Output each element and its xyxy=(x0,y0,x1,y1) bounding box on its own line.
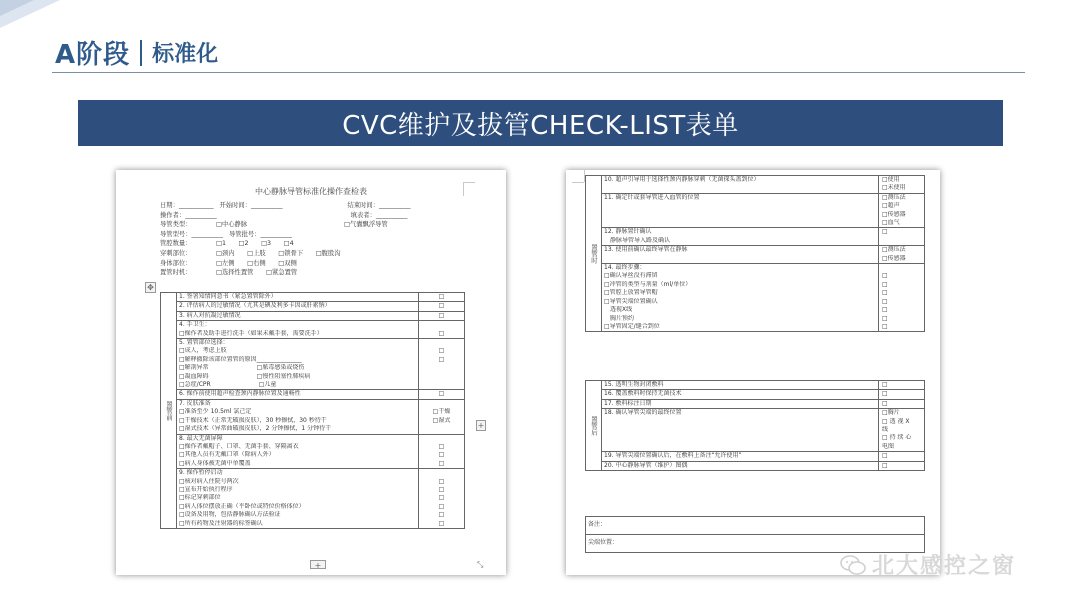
left-document xyxy=(116,170,506,575)
checkbox[interactable]: □ 持 续 心 xyxy=(882,434,912,442)
checklist-item xyxy=(177,302,419,311)
left-checklist-table xyxy=(160,292,465,529)
checkbox[interactable]: □ xyxy=(438,390,445,398)
checklist-item xyxy=(177,293,419,302)
field-text: 填表者：__________ xyxy=(350,211,408,219)
wechat-icon xyxy=(840,554,866,576)
checkbox-cell[interactable] xyxy=(879,399,925,408)
resize-icon[interactable]: ⤡ xyxy=(477,560,484,569)
field-text: 穿刺部位： xyxy=(160,249,192,257)
checkbox-cell[interactable] xyxy=(879,246,925,264)
item-line: 13. 使用前确认最终导管在静脉 xyxy=(604,246,688,254)
item-line: 3. 病人对抗凝过敏情况 xyxy=(179,311,241,319)
field-row xyxy=(160,249,490,259)
field-row xyxy=(160,239,490,249)
checklist-row xyxy=(586,176,925,194)
checkbox[interactable]: □传感器 xyxy=(882,210,906,218)
title-rule xyxy=(52,72,1025,73)
item-line: □解释撤除该部位置管的原因_______________ xyxy=(179,355,302,363)
item-line: □干燥技术（正常无破损皮肤），30 秒擦拭，30 秒待干 xyxy=(179,416,327,424)
checkbox[interactable]: □ xyxy=(438,311,445,319)
item-line: 7. 皮肤准备 xyxy=(179,399,211,407)
item-line: 19. 导管尖端位置确认后，在敷料上备注“允许使用” xyxy=(604,452,742,460)
field-text: 导管型号：__________ xyxy=(160,230,223,238)
field-text: 置管时机： xyxy=(160,269,192,277)
checklist-item xyxy=(602,390,879,399)
checkbox[interactable]: □胸片 xyxy=(882,409,900,417)
item-line: 18. 确认导管尖端的最终位置 xyxy=(604,409,682,417)
checklist-row xyxy=(586,264,925,332)
checkbox[interactable]: □ xyxy=(438,502,445,510)
item-line: □其他人员有无戴口罩（除病人外） xyxy=(179,451,275,459)
during-checklist-table xyxy=(585,175,925,332)
checklist-row xyxy=(586,452,925,461)
checkbox-cell[interactable] xyxy=(879,228,925,246)
item-line: □病人身体被无菌中单覆盖 xyxy=(179,459,251,467)
checklist-item xyxy=(177,311,419,320)
checklist-row xyxy=(586,193,925,228)
item-line: □准备至少 10.5ml 氯己定 xyxy=(179,408,252,416)
field-text: 导管类型： xyxy=(160,221,192,229)
checklist-item xyxy=(177,390,419,399)
item-line: 16. 覆盖敷料时保持无菌技术 xyxy=(604,390,682,398)
checkbox-cell[interactable] xyxy=(879,452,925,461)
remarks-label: 备注： xyxy=(586,517,925,535)
checklist-row xyxy=(586,409,925,452)
checkbox[interactable]: □ xyxy=(882,314,888,322)
checkbox[interactable]: □ xyxy=(438,511,445,519)
checkbox[interactable] xyxy=(421,339,462,347)
checkbox[interactable]: □ xyxy=(882,228,888,236)
checklist-item xyxy=(602,399,879,408)
item-line: 17. 敷料标注日期 xyxy=(604,399,652,407)
phase-label: 置管时 xyxy=(586,176,602,332)
field-text: 身体部位： xyxy=(160,259,192,267)
checkbox[interactable] xyxy=(421,381,462,389)
checkbox[interactable]: □ 透 视 X xyxy=(882,417,910,425)
checkbox-cell[interactable] xyxy=(879,461,925,470)
checkbox[interactable]: □ xyxy=(882,297,888,305)
item-line: 2. 评估病人的过敏情况（尤其是碘及利多卡因或肝素钠） xyxy=(179,302,331,310)
checkbox[interactable]: □ xyxy=(438,355,445,363)
table-move-handle[interactable]: ✥ xyxy=(145,282,156,293)
checkbox[interactable]: □ xyxy=(438,293,445,300)
checkbox-cell[interactable] xyxy=(879,390,925,399)
checkbox[interactable]: □ xyxy=(438,347,445,355)
item-line: 20. 中心静脉导管（维护）图偶 xyxy=(604,461,688,469)
checkbox-cell[interactable] xyxy=(879,409,925,452)
field-row xyxy=(160,230,490,240)
item-line: 10. 超声引导用于选择性颈内静脉穿刺（无菌探头盖到位） xyxy=(604,176,760,183)
checkbox-cell[interactable] xyxy=(419,469,465,529)
checklist-item xyxy=(602,246,879,264)
item-line: □宣布开始执行程序 xyxy=(179,485,233,493)
table-add-row-handle[interactable]: + xyxy=(310,560,326,569)
item-line: □设备及用物，包括静脉确认方法验证 xyxy=(179,511,281,519)
checklist-row xyxy=(161,311,465,320)
corner-decoration xyxy=(0,0,60,40)
checkbox[interactable]: □ xyxy=(438,329,445,337)
remarks-table xyxy=(585,516,925,553)
field-text xyxy=(223,211,351,221)
checkbox[interactable]: □ xyxy=(882,306,888,314)
field-row xyxy=(160,259,490,269)
field-text: 日期：___________ xyxy=(160,202,214,209)
checklist-item xyxy=(177,321,419,339)
checkbox[interactable]: □ xyxy=(882,280,888,288)
checkbox[interactable]: □ xyxy=(882,461,888,469)
item-line: □病人体位摆放正确（平卧位或特位价格体位） xyxy=(179,502,305,510)
checkbox[interactable]: □ xyxy=(882,322,888,330)
phase-label: 置管前 xyxy=(161,293,177,529)
checklist-row xyxy=(586,399,925,408)
field-text: □气囊飘浮导管 xyxy=(344,221,388,229)
slide-title xyxy=(55,34,218,71)
checkbox-cell[interactable] xyxy=(419,390,465,399)
field-text: 管腔数量： xyxy=(160,240,192,248)
watermark xyxy=(840,549,1016,580)
checklist-item xyxy=(602,409,879,452)
checkbox[interactable] xyxy=(882,237,922,245)
checkbox-cell[interactable] xyxy=(879,264,925,332)
checklist-item xyxy=(177,339,419,390)
header-fields xyxy=(160,201,490,278)
checkbox[interactable] xyxy=(421,373,462,381)
checkbox[interactable]: □ xyxy=(438,519,445,527)
item-line: □操作者戴帽子、口罩、无菌手套、穿隔离衣 xyxy=(179,442,299,450)
checklist-row xyxy=(161,339,465,390)
field-text: 导管批号：__________ xyxy=(228,230,292,238)
field-text xyxy=(344,268,444,278)
left-doc-title: 中心静脉导管标准化操作查检表 xyxy=(255,187,367,196)
checkbox-cell[interactable] xyxy=(419,434,465,469)
item-line: 15. 透明生物封闭敷料 xyxy=(604,381,664,388)
field-text: 操作者：__________ xyxy=(160,211,217,219)
checkbox[interactable]: □干燥 xyxy=(432,408,451,416)
title-sub: 标准化 xyxy=(152,42,219,67)
item-line: 9. 操作暂停启动 xyxy=(179,469,223,477)
checkbox[interactable] xyxy=(882,264,922,272)
checkbox[interactable]: □ xyxy=(882,390,888,398)
checkbox[interactable] xyxy=(421,364,462,372)
checkbox[interactable]: □超声 xyxy=(882,202,900,210)
item-line: 8. 最大无菌屏障 xyxy=(179,434,223,442)
field-text: 开始时间：__________ xyxy=(219,202,283,209)
item-line: □湿式技术（异常曲破损皮肤），2 分钟擦拭，1 分钟待干 xyxy=(179,425,332,433)
checkbox[interactable]: □ xyxy=(438,302,445,310)
item-line: 11. 确定针或套导管进入血管的位置 xyxy=(604,193,700,201)
item-line: □导管尖端位置确认 xyxy=(604,297,658,305)
checkbox[interactable] xyxy=(421,425,462,433)
checkbox[interactable]: 线 xyxy=(882,426,889,434)
checkbox[interactable] xyxy=(421,469,462,477)
field-row xyxy=(160,268,490,278)
checklist-item xyxy=(602,264,879,332)
field-text: 结束时间：__________ xyxy=(347,202,411,209)
checkbox-cell[interactable] xyxy=(419,321,465,339)
item-line: 透视X线 xyxy=(604,306,633,314)
checklist-row xyxy=(161,399,465,434)
checklist-row xyxy=(161,390,465,399)
checkbox[interactable]: □ xyxy=(438,494,445,502)
checkbox[interactable]: □ xyxy=(882,272,888,280)
checkbox[interactable]: □测压法 xyxy=(882,193,906,201)
checklist-item xyxy=(602,176,879,194)
page-margin-mark-2 xyxy=(463,182,475,183)
item-line: □操作者及助手进行洗手（如果未戴手套，需要洗手） xyxy=(179,329,323,337)
checkbox[interactable]: □ xyxy=(882,452,888,460)
field-row xyxy=(160,220,490,230)
checkbox-cell[interactable] xyxy=(879,193,925,228)
field-text: □左侧 □右侧 □双侧 xyxy=(216,259,297,267)
item-line: 1. 签署知情同意书（紧急置管除外） xyxy=(179,293,277,300)
page-margin-mark xyxy=(463,182,464,196)
after-checklist-table xyxy=(585,380,925,471)
checkbox[interactable]: □ xyxy=(882,381,888,388)
banner xyxy=(78,100,1003,146)
checklist-item xyxy=(177,434,419,469)
field-text xyxy=(357,230,457,240)
checkbox-cell[interactable] xyxy=(419,311,465,320)
checkbox[interactable]: □测压法 xyxy=(882,246,906,254)
field-text: □1 □2 □3 □4 xyxy=(216,240,294,248)
checklist-item xyxy=(177,399,419,434)
checklist-item xyxy=(602,452,879,461)
checkbox[interactable]: □使用 xyxy=(882,176,900,183)
checklist-row xyxy=(161,293,465,302)
item-line: □凝血障碍 □慢性阻塞性肺疾病 xyxy=(179,372,311,380)
checkbox[interactable]: □ xyxy=(438,459,445,467)
checkbox[interactable] xyxy=(421,435,462,443)
checklist-item xyxy=(602,228,879,246)
checklist-row xyxy=(586,461,925,470)
item-line: □冲管的类型与剂量（ml/单位） xyxy=(604,280,692,288)
checkbox[interactable]: □湿式 xyxy=(432,416,451,424)
item-line: 静脉导管导入路及确认 xyxy=(604,236,671,244)
checkbox[interactable]: □ xyxy=(438,451,445,459)
checklist-item xyxy=(602,461,879,470)
checklist-row xyxy=(161,469,465,529)
item-line: 12. 静脉置针确认 xyxy=(604,228,652,236)
checkbox-cell[interactable] xyxy=(879,381,925,390)
checkbox[interactable]: 电图 xyxy=(882,442,895,450)
checkbox[interactable]: □传感器 xyxy=(882,254,906,262)
checklist-row xyxy=(586,381,925,390)
table-add-column-handle[interactable]: + xyxy=(477,421,485,430)
checkbox-cell[interactable] xyxy=(419,399,465,434)
field-text xyxy=(344,259,444,269)
phase-label: 置管后 xyxy=(586,381,602,471)
item-line: □解剖异常 □脓毒感染或烧伤 xyxy=(179,364,305,372)
item-line: □标记穿刺部位 xyxy=(179,494,221,502)
checklist-row xyxy=(161,434,465,469)
field-text: □选择性置管 □紧急置管 xyxy=(216,269,298,277)
field-row xyxy=(160,201,490,211)
item-line: 14. 最终步骤： xyxy=(604,264,646,272)
checkbox[interactable]: □ xyxy=(438,442,445,450)
checkbox-cell[interactable] xyxy=(879,176,925,194)
item-line: □成人，考虑上肢 xyxy=(179,347,227,355)
item-line: □核对病人住院号两次 xyxy=(179,477,239,485)
checkbox-cell[interactable] xyxy=(419,339,465,390)
item-line: □导管固定/缝合到位 xyxy=(604,322,660,330)
checkbox[interactable] xyxy=(421,400,462,408)
item-line: □急症/CPR □儿童 xyxy=(179,381,277,389)
title-separator xyxy=(140,40,142,66)
item-line: 6. 操作前使用超声检查颈内静脉位置及通畅性 xyxy=(179,390,301,398)
page-margin-mark xyxy=(572,182,584,183)
checklist-item xyxy=(602,381,879,390)
checkbox-cell[interactable] xyxy=(419,293,465,302)
checkbox[interactable] xyxy=(421,321,462,329)
item-line: □所有药物及注射器的标签确认 xyxy=(179,519,263,527)
checkbox[interactable]: □ xyxy=(882,289,888,297)
tip-position-label: 尖端位置： xyxy=(586,535,925,553)
checkbox[interactable]: □ xyxy=(438,485,445,493)
checkbox-cell[interactable] xyxy=(419,302,465,311)
item-line: □确认导丝没有滞留 xyxy=(604,272,658,280)
checklist-row xyxy=(586,246,925,264)
right-document xyxy=(566,170,940,575)
checkbox[interactable]: □ xyxy=(438,477,445,485)
item-line: 胸片预约 xyxy=(604,314,635,322)
field-text xyxy=(344,239,444,249)
banner-text: CVC维护及拔管CHECK-LIST表单 xyxy=(342,110,739,141)
item-line: 4. 手卫生： xyxy=(179,321,211,329)
item-line: 5. 置管部位选择： xyxy=(179,339,229,347)
checkbox[interactable]: □未使用 xyxy=(882,184,906,192)
watermark-text: 北大感控之窗 xyxy=(872,554,1017,579)
checkbox[interactable]: □血气 xyxy=(882,219,900,227)
checklist-row xyxy=(586,390,925,399)
checklist-row xyxy=(586,228,925,246)
field-text: □颈内 □上肢 □锁骨下 □腹股沟 xyxy=(216,249,341,257)
checklist-item xyxy=(177,469,419,529)
field-text xyxy=(347,249,447,259)
checklist-item xyxy=(602,193,879,228)
field-row xyxy=(160,211,490,221)
checklist-row xyxy=(161,302,465,311)
checklist-row xyxy=(161,321,465,339)
item-line: □管腔上放置导管帽 xyxy=(604,289,658,297)
field-text: □中心静脉 xyxy=(216,221,248,229)
checkbox[interactable]: □ xyxy=(882,399,888,407)
title-main: A阶段 xyxy=(55,40,131,70)
